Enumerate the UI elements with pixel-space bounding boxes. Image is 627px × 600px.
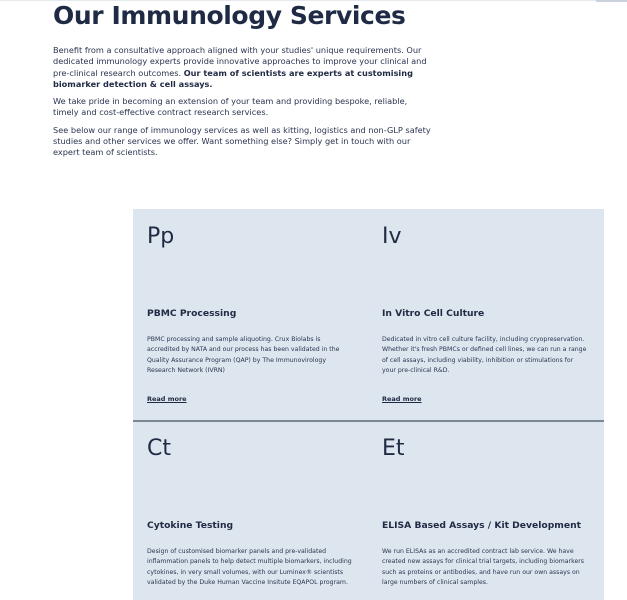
service-title: In Vitro Cell Culture	[382, 308, 485, 319]
service-card-in-vitro	[382, 224, 602, 405]
service-abbr: Et	[382, 436, 405, 461]
service-description: Dedicated in vitro cell culture facility, including cryopreservation. Whether it's fresh PBMCs or defined cell lines, we can run a range of cell assays, including viability, inhibition or stimulations for your pre-clinical R&D.	[382, 336, 587, 374]
service-card-cytokine	[147, 436, 367, 598]
intro-paragraph-3: See below our range of immunology services as well as kitting, logistics and non-GLP safety studies and other services we offer. Want something else? Simply get in touch with our expert team of scientists.	[53, 124, 431, 158]
read-more-link[interactable]: Read more	[382, 395, 422, 403]
service-card-elisa	[382, 436, 602, 598]
service-description: Design of customised biomarker panels and pre-validated inflammation panels to help detect multiple biomarkers, including cytokines, in very small volumes, with our Luminex® scientists validated by the Duke Human Vaccine Insitute EQAPOL program.	[147, 548, 352, 586]
intro-paragraph-1-bold: Our team of scientists are experts at customising biomarker detection & cell assays.	[53, 67, 413, 89]
service-abbr: Ct	[147, 436, 171, 461]
service-title: PBMC Processing	[147, 308, 237, 319]
intro-paragraph-1-text: Benefit from a consultative approach aligned with your studies' unique requirements. Our dedicated immunology experts provide innovative approaches to improve your clinical and pre-clinical research outcomes.	[53, 45, 427, 78]
top-accent-bar	[596, 0, 627, 2]
service-card-pbmc	[147, 224, 367, 405]
intro-paragraph-2: We take pride in becoming an extension of your team and providing bespoke, reliable, timely and cost-effective contract research services.	[53, 96, 408, 118]
service-title: ELISA Based Assays / Kit Development	[382, 520, 582, 531]
service-title: Cytokine Testing	[147, 520, 234, 531]
service-description: PBMC processing and sample aliquoting. Crux Biolabs is accredited by NATA and our process has been validated in the Quality Assurance Program (QAP) by The Immunovirology Research Network (IVRN)	[147, 336, 340, 374]
service-description: We run ELISAs as an accredited contract lab service. We have created new assays for clinical trial targets, including biomarkers such as proteins or antibodies, and have run our own assays on large numbers of clinical samples.	[382, 548, 585, 586]
read-more-link[interactable]: Read more	[147, 395, 187, 403]
page-title: Our Immunology Services	[53, 1, 406, 30]
services-divider	[133, 420, 604, 422]
intro-paragraph-1	[53, 45, 433, 90]
service-abbr: Iv	[382, 224, 402, 249]
intro-text	[53, 45, 433, 165]
service-abbr: Pp	[147, 224, 175, 249]
